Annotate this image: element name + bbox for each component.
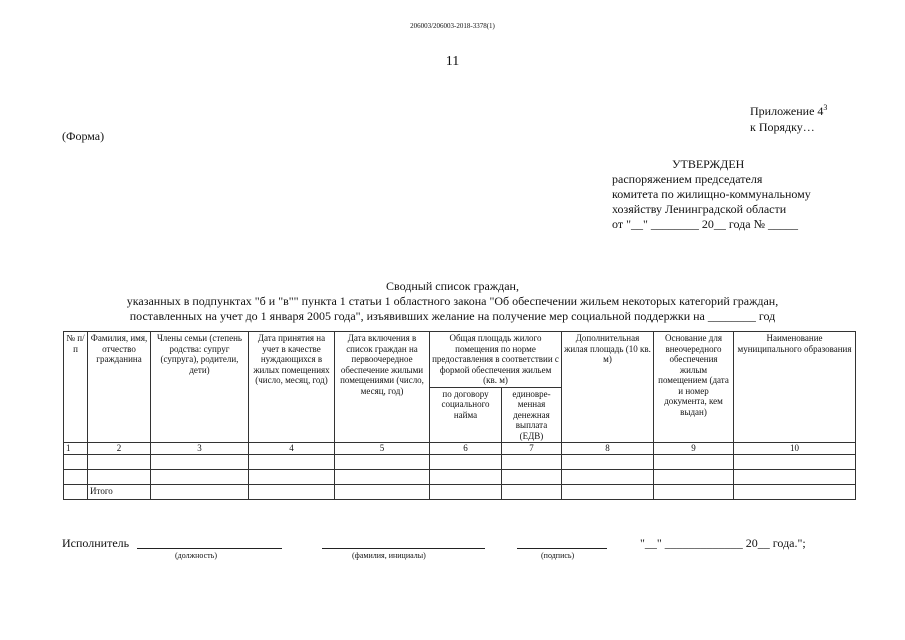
approval-line3: хозяйству Ленинградской области: [612, 202, 787, 216]
page-number: 11: [445, 54, 460, 69]
header-col-10: Наименование муниципального образования: [734, 332, 856, 443]
list-title-line3: поставленных на учет до 1 января 2005 года", изъявивших желание на получение мер социальной поддержки на ________ год: [129, 309, 776, 323]
header-row-1: [64, 332, 856, 388]
header-col-6: по договору социального найма: [430, 387, 502, 443]
total-label: Итого: [88, 485, 151, 500]
appendix-line2: к Порядку…: [750, 120, 815, 134]
col-num-5: 5: [335, 443, 430, 455]
approval-line2: комитета по жилищно-коммунальному: [612, 187, 811, 201]
approval-title: УТВЕРЖДЕН: [672, 157, 745, 171]
position-caption: (должность): [175, 551, 217, 560]
header-col-8: Дополнительная жилая площадь (10 кв. м): [562, 332, 654, 443]
header-col-9: Основание для внеочередного обеспечения жилым помещением (дата и номер документа, кем выдан): [654, 332, 734, 443]
col-num-8: 8: [562, 443, 654, 455]
position-line: [137, 548, 282, 549]
header-col-5: Дата включения в список граждан на первоочередное обеспечение жилыми помещениями (число, месяц, год): [335, 332, 430, 443]
name-line: [322, 548, 485, 549]
appendix-sup: 3: [823, 103, 828, 112]
list-title: [0, 279, 905, 324]
appendix-reference: [750, 100, 827, 135]
col-num-3: 3: [151, 443, 249, 455]
table-row: [64, 470, 856, 485]
list-title-line1: Сводный список граждан,: [386, 279, 519, 293]
col-num-10: 10: [734, 443, 856, 455]
name-caption: (фамилия, инициалы): [352, 551, 426, 560]
sign-line: [517, 548, 607, 549]
table-row: [64, 455, 856, 470]
form-label: (Форма): [62, 129, 105, 143]
col-num-2: 2: [88, 443, 151, 455]
citizens-table: [63, 331, 856, 500]
header-col-4: Дата принятия на учет в качестве нуждающихся в жилых помещениях (число, месяц, год): [249, 332, 335, 443]
header-col-1: № п/п: [64, 332, 88, 443]
col-num-4: 4: [249, 443, 335, 455]
approval-line4: от "__" ________ 20__ года № _____: [612, 217, 799, 231]
header-col-6-7: Общая площадь жилого помещения по норме предоставления в соответствии с формой обеспечения жильем (кв. м): [430, 332, 562, 388]
col-num-6: 6: [430, 443, 502, 455]
header-col-2: Фамилия, имя, отчество гражданина: [88, 332, 151, 443]
col-num-7: 7: [502, 443, 562, 455]
sign-caption: (подпись): [541, 551, 575, 560]
executor-label: Исполнитель: [62, 536, 130, 550]
column-number-row: [64, 443, 856, 455]
approval-line1: распоряжением председателя: [612, 172, 763, 186]
approval-block: [612, 172, 811, 232]
appendix-line1: Приложение 4: [750, 104, 824, 118]
header-col-7: единовре-менная денежная выплата (ЕДВ): [502, 387, 562, 443]
total-row: [64, 485, 856, 500]
document-id: 206003/206003-2018-3378(1): [410, 22, 495, 30]
date-text: "__" _____________ 20__ года.";: [640, 536, 806, 550]
col-num-9: 9: [654, 443, 734, 455]
col-num-1: 1: [64, 443, 88, 455]
header-col-3: Члены семьи (степень родства: супруг (супруга), родители, дети): [151, 332, 249, 443]
list-title-line2: указанных в подпунктах "б и "в"" пункта 1 статьи 1 областного закона "Об обеспечении жильем некоторых категорий граждан,: [126, 294, 779, 308]
